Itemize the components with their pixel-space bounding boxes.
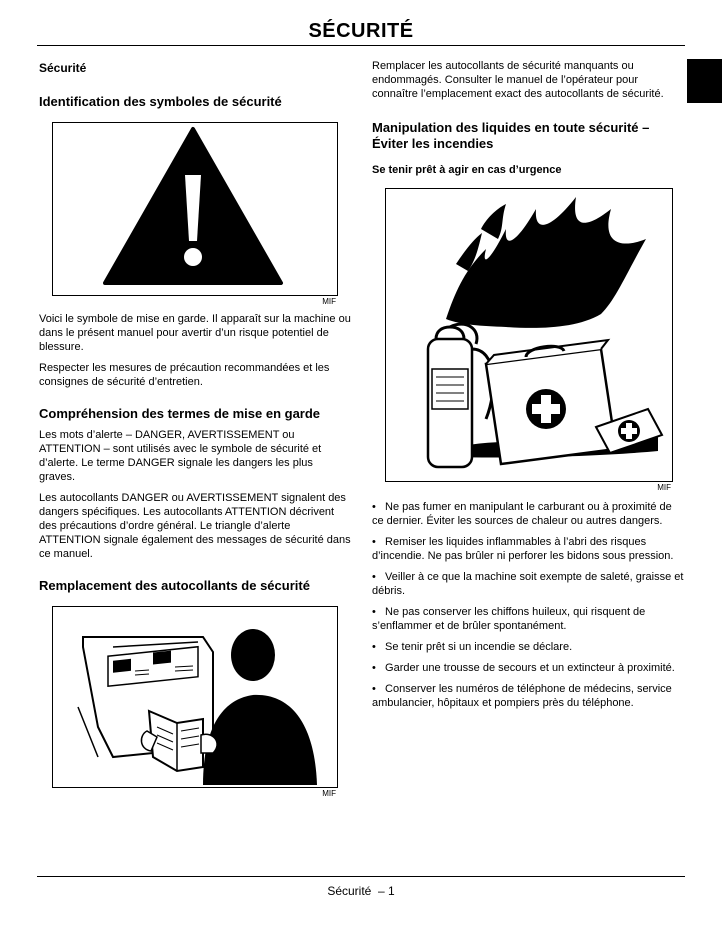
- page-title: SÉCURITÉ: [308, 20, 414, 42]
- warning-triangle-icon: [53, 123, 337, 295]
- paragraph-remplacer: Remplacer les autocollants de sécurité manquants ou endommagés. Consulter le manuel de l’opérateur pour connaître l’emplacement exact des autocollants de sécurité.: [372, 60, 664, 100]
- list-item: • Garder une trousse de secours et un extincteur à proximité.: [372, 662, 675, 674]
- heading-identification: Identification des symboles de sécurité: [39, 94, 282, 109]
- heading-comprehension: Compréhension des termes de mise en garde: [39, 406, 321, 421]
- paragraph-respect: Respecter les mesures de précaution recommandées et les consignes de sécurité d’entretien.: [39, 362, 330, 388]
- subheading-pret: Se tenir prêt à agir en cas d’urgence: [372, 164, 562, 176]
- figure-caption: MIF: [322, 297, 336, 306]
- right-column: [372, 59, 684, 717]
- list-item: • Ne pas fumer en manipulant le carburant ou à proximité de ce dernier. Éviter les sources de chaleur ou autres dangers.: [372, 501, 672, 527]
- figure-caption: MIF: [657, 483, 671, 492]
- list-item: • Remiser les liquides inflammables à l’abri des risques d’incendie. Ne pas brûler ni perforer les bidons sous pression.: [372, 536, 674, 562]
- page-number: Sécurité – 1: [327, 884, 395, 898]
- list-item: • Veiller à ce que la machine soit exempte de saleté, graisse et débris.: [372, 571, 684, 597]
- fire-extinguisher-first-aid-icon: [386, 189, 672, 481]
- figure-caption: MIF: [322, 789, 336, 798]
- section-tab-marker: [687, 59, 722, 103]
- list-item: • Conserver les numéros de téléphone de médecins, service ambulancier, hôpitaux et pompiers près du téléphone.: [372, 683, 672, 709]
- paragraph-autocollants: Les autocollants DANGER ou AVERTISSEMENT signalent des dangers spécifiques. Les autocollants ATTENTION décrivent des précautions d’ordre général. Le triangle d’alerte ATTENTION signale également des messages de sécurité dans ce manuel.: [39, 492, 351, 560]
- decal-reading-figure: [52, 606, 338, 788]
- header-rule: [37, 45, 685, 46]
- heading-securite: Sécurité: [39, 61, 87, 75]
- person-reading-manual-icon: [53, 607, 337, 787]
- list-item: • Se tenir prêt si un incendie se déclare.: [372, 641, 573, 653]
- heading-remplacement: Remplacement des autocollants de sécurité: [39, 578, 310, 593]
- left-column: [39, 59, 351, 798]
- fire-safety-figure: [385, 188, 673, 482]
- warning-triangle-figure: [52, 122, 338, 296]
- heading-manipulation-line2: Éviter les incendies: [372, 136, 494, 151]
- safety-bullet-list: [372, 500, 684, 710]
- heading-manipulation-line1: Manipulation des liquides en toute sécurité –: [372, 120, 650, 135]
- paragraph-symbol: Voici le symbole de mise en garde. Il apparaît sur la machine ou dans le présent manuel pour avertir d’un risque potentiel de blessure.: [39, 313, 351, 353]
- list-item: • Ne pas conserver les chiffons huileux, qui risquent de s’enflammer et de brûler spontanément.: [372, 606, 646, 632]
- footer-rule: [37, 876, 685, 877]
- paragraph-mots-alerte: Les mots d’alerte – DANGER, AVERTISSEMENT ou ATTENTION – sont utilisés avec le symbole de sécurité et d’alerte. Le terme DANGER signale les dangers les plus graves.: [39, 429, 322, 483]
